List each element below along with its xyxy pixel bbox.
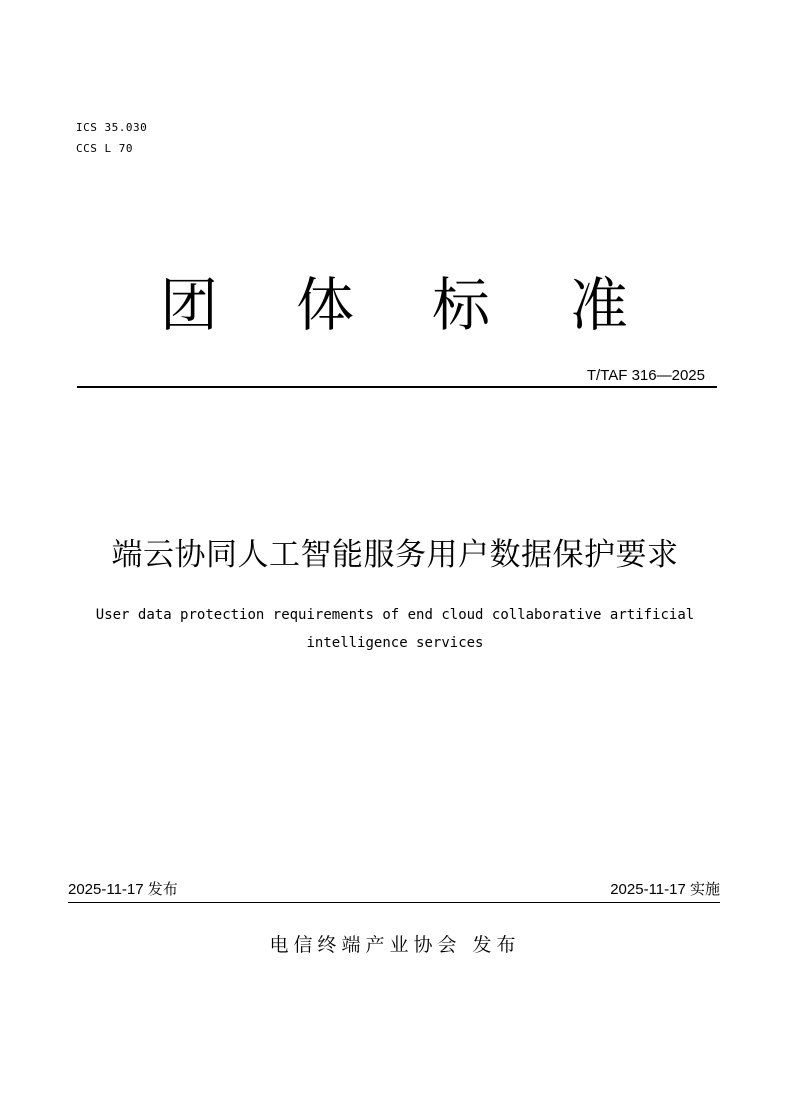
standard-type-char: 体 [296, 271, 355, 339]
document-title-english: User data protection requirements of end cloud collaborative artificial intelligence services [95, 607, 695, 651]
standard-type-char: 标 [432, 271, 491, 339]
bottom-divider [68, 902, 720, 903]
document-title-chinese: 端云协同人工智能服务用户数据保护要求 [111, 537, 679, 573]
publisher: 电信终端产业协会 发布 [269, 934, 521, 956]
standard-type-title [0, 270, 790, 340]
standard-type-char: 准 [570, 271, 629, 339]
implementation-date: 2025-11-17 实施 [610, 881, 720, 898]
top-divider [77, 386, 717, 388]
ccs-code: CCS L 70 [76, 142, 133, 155]
ics-code: ICS 35.030 [76, 121, 148, 134]
issue-date: 2025-11-17 发布 [68, 881, 178, 898]
standard-number: T/TAF 316—2025 [586, 367, 705, 384]
standard-type-char: 团 [160, 271, 219, 339]
